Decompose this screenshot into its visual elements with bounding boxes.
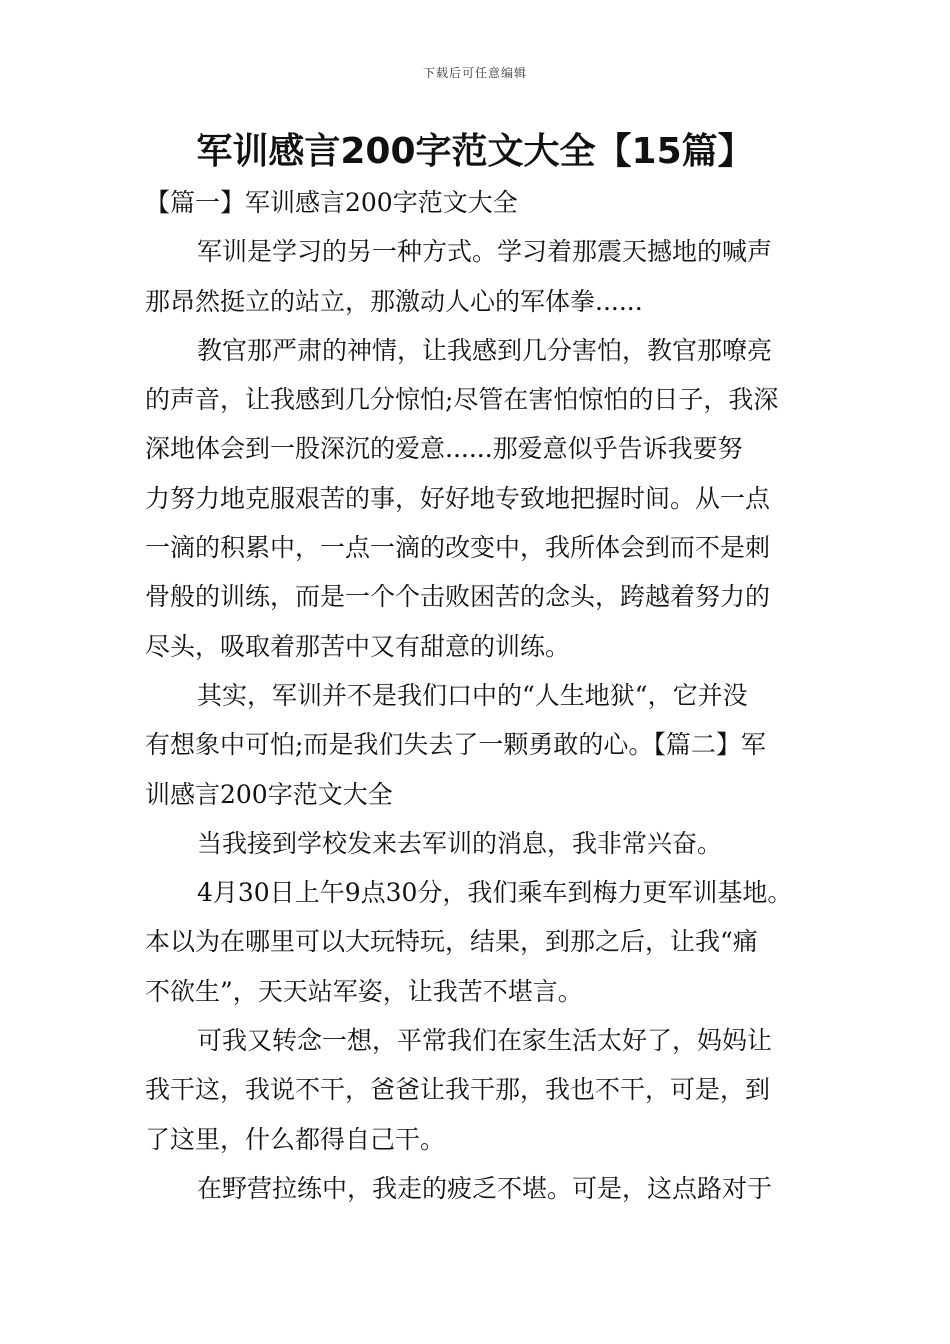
- body-line: 军训是学习的另一种方式。学习着那震天撼地的喊声: [197, 237, 773, 267]
- body-line: 【篇一】军训感言200字范文大全: [145, 188, 518, 217]
- header-note: 下载后可任意编辑: [422, 66, 527, 80]
- body-line: 有想象中可怕;而是我们失去了一颗勇敢的心。【篇二】军: [145, 730, 766, 760]
- body-line: 我干这，我说不干，爸爸让我干那，我也不干，可是，到: [145, 1075, 771, 1105]
- body-line: 可我又转念一想，平常我们在家生活太好了，妈妈让: [197, 1026, 773, 1056]
- body-line: 了这里，什么都得自己干。: [145, 1124, 446, 1154]
- body-line: 其实，军训并不是我们口中的“人生地狱“，它并没: [197, 680, 748, 710]
- body-line: 力努力地克服艰苦的事，好好地专致地把握时间。从一点: [145, 483, 771, 513]
- body-line: 一滴的积累中，一点一滴的改变中，我所体会到而不是刺: [145, 533, 771, 563]
- body-line: 不欲生”，天天站军姿，让我苦不堪言。: [145, 976, 583, 1006]
- body-line: 教官那严肃的神情，让我感到几分害怕，教官那嘹亮: [197, 335, 773, 365]
- body-line: 训感言200字范文大全: [145, 779, 393, 809]
- body-line: 骨般的训练，而是一个个击败困苦的念头，跨越着努力的: [145, 582, 771, 612]
- body-line: 当我接到学校发来去军训的消息，我非常兴奋。: [197, 828, 723, 858]
- body-line: 尽头，吸取着那苦中又有甜意的训练。: [145, 631, 571, 661]
- body-line: 在野营拉练中，我走的疲乏不堪。可是，这点路对于: [197, 1173, 773, 1203]
- body-line: 深地体会到一股深沉的爱意......那爱意似乎告诉我要努: [145, 434, 743, 464]
- body-line: 4月30日上午9点30分，我们乘车到梅力更军训基地。: [197, 878, 793, 908]
- document-title: 军训感言200字范文大全【15篇】: [196, 131, 754, 172]
- body-line: 的声音，让我感到几分惊怕;尽管在害怕惊怕的日子，我深: [145, 385, 779, 415]
- document-body: [145, 178, 815, 1213]
- body-line: 本以为在哪里可以大玩特玩，结果，到那之后，让我“痛: [145, 927, 758, 957]
- body-line: 那昂然挺立的站立，那激动人心的军体拳......: [145, 286, 643, 316]
